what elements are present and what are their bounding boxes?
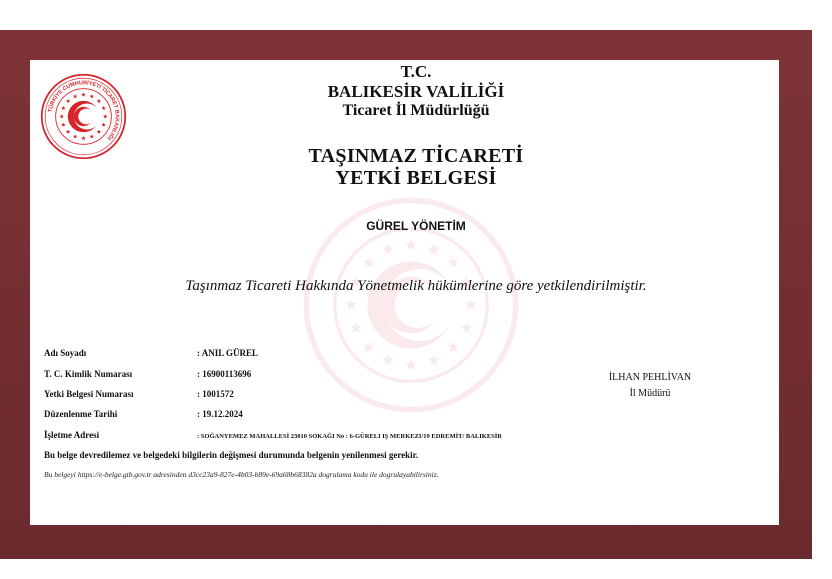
watermark-star-icon (465, 299, 476, 310)
field-value-certificate-number: : 1001572 (197, 389, 234, 399)
field-label-certificate-number: Yetki Belgesi Numarası (44, 389, 134, 399)
field-value-name: : ANIL GÜREL (197, 348, 259, 358)
header-governorship: BALIKESİR VALİLİĞİ (327, 82, 505, 101)
field-label-issue-date: Düzenlenme Tarihi (44, 409, 118, 419)
watermark-star-icon (428, 354, 439, 365)
field-value-id-number: : 16900113696 (197, 369, 252, 379)
header-directorate: Ticaret İl Müdürlüğü (342, 102, 490, 119)
seal-star-icon (61, 123, 65, 127)
watermark-star-icon (405, 359, 416, 370)
certificate-holder: GÜREL YÖNETİM (366, 219, 466, 233)
seal-star-icon (81, 136, 85, 140)
seal-star-icon (66, 130, 70, 134)
seal-star-icon (101, 123, 105, 127)
watermark-star-icon (363, 341, 374, 352)
watermark-star-icon (405, 239, 416, 250)
watermark-star-icon (461, 322, 472, 333)
watermark-star-icon (350, 322, 361, 333)
watermark-star-icon (428, 244, 439, 255)
certificate-title-line1: TAŞINMAZ TİCARETİ (308, 145, 524, 167)
certificate-title-line2: YETKİ BELGESİ (335, 167, 497, 189)
seal-star-icon (97, 130, 101, 134)
seal-star-icon (90, 134, 94, 138)
watermark-star-icon (448, 341, 459, 352)
field-label-id-number: T. C. Kimlik Numarası (44, 369, 133, 379)
watermark-star-icon (382, 354, 393, 365)
field-value-business-address: : SOĞANYEMEZ MAHALLESİ 23010 SOKAĞI No : 6-GÜRELI IŞ MERKEZI/19 EDREMİT/ BALIKESİR (197, 433, 503, 440)
header-tc: T.C. (400, 62, 432, 81)
watermark-star-icon (345, 299, 356, 310)
watermark-star-icon (448, 257, 459, 268)
signatory-name: İLHAN PEHLİVAN (608, 372, 692, 383)
non-transferable-note: Bu belge devredilemez ve belgedeki bilgilerin değişmesi durumunda belgenin yenilenmesi gerekir. (44, 450, 419, 460)
field-value-issue-date: : 19.12.2024 (197, 409, 243, 419)
field-label-business-address: İşletme Adresi (44, 430, 100, 440)
authorization-statement: Taşınmaz Ticareti Hakkında Yönetmelik hükümlerine göre yetkilendirilmiştir. (185, 278, 647, 294)
watermark-star-icon (363, 257, 374, 268)
seal-star-icon (73, 134, 77, 138)
verification-link-text[interactable]: Bu belgeyi https://e-belge.gtb.gov.tr adresinden d3cc23a9-827e-4b03-b89e-69a68b68382a dogrulama kodu ile dogrulayabilirsiniz. (44, 470, 439, 479)
field-label-name: Adı Soyadı (44, 348, 87, 358)
watermark-star-icon (382, 244, 393, 255)
seal-ring-text: TÜRKİYE CUMHURİYETİ TİCARET BAKANLIĞI (47, 80, 120, 141)
signatory-title: İl Müdürü (629, 388, 671, 399)
